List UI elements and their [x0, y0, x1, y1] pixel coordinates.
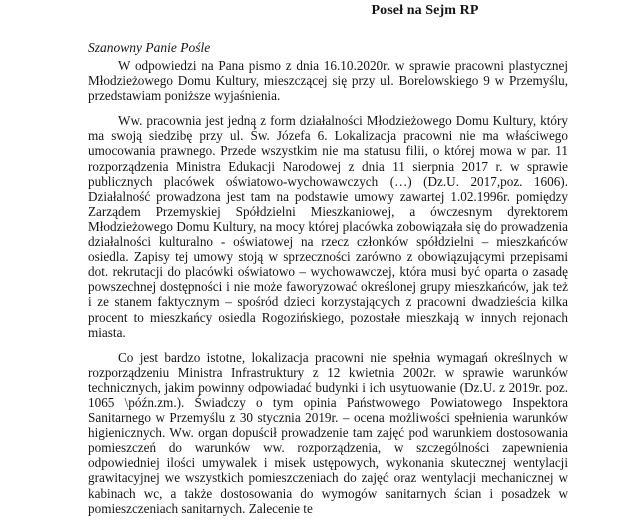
paragraph-2: Ww. pracownia jest jedną z form działalności Młodzieżowego Domu Kultury, który ma swoją siedzibę przy ul. Św. Józefa 6. Lokalizacja pracowni nie ma właściwego umocowania prawnego. Przede wszystkim nie ma statusu filii, o której mowa w par. 11 rozporządzenia Ministra Edukacji Narodowej z dnia 11 sierpnia 2017 r. w sprawie publicznych placówek oświatowo-wychowawczych (…) (Dz.U. 2017,poz. 1606). Działalność prowadzona jest tam na podstawie umowy zawartej 1.02.1996r. pomiędzy Zarządem Przemyskiej Spółdzielni Mieszkaniowej, a ówczesnym dyrektorem Młodzieżowego Domu Kultury, na mocy której placówka zobowiązała się do prowadzenia działalności kulturalno - oświatowej na rzecz członków spółdzielni – mieszkańców osiedla. Zapisy tej umowy stoją w sprzeczności zarówno z obowiązującymi przepisami dot. rekrutacji do placówki oświatowo – wychowawczej, która musi być oparta o zasadę powszechnej dostępności i nie może faworyzować określonej grupy mieszkańców, jak też i ze stanem faktycznym – spośród dzieci korzystających z pracowni dwadzieścia kilka procent to mieszkańcy osiedla Rogozińskiego, pozostałe mieszkają w innych rejonach miasta. [88, 113, 568, 340]
paragraph-1: W odpowiedzi na Pana pismo z dnia 16.10.2020r. w sprawie pracowni plastycznej Młodzieżowego Domu Kultury, mieszczącej się przy ul. Borelowskiego 9 w Przemyślu, przedstawiam poniższe wyjaśnienia. [88, 58, 568, 104]
paragraph-3: Co jest bardzo istotne, lokalizacja pracowni nie spełnia wymagań określnych w rozporządzeniu Ministra Infrastruktury z 12 kwietnia 2002r. w sprawie warunków technicznych, jakim powinny odpowiadać budynki i ich usytuowanie (Dz.U. z 2019r. poz. 1065 \późn.zm.). Świadczy o tym opinia Państwowego Powiatowego Inspektora Sanitarnego w Przemyślu z 30 stycznia 2019r. – ocena możliwości spełnienia warunków higienicznych. Ww. organ dopuścił prowadzenie tam zajęć pod warunkiem dostosowania pomieszczeń do warunków ww. rozporządzenia, w szczególności zapewnienia odpowiedniej ilości umywalek i misek ustępowych, wykonania skutecznej wentylacji grawitacyjnej we wszystkich pomieszczeniach do zajęć oraz wentylacji mechanicznej w kabinach wc, a także dostosowania do wymogów sanitarnych ścian i posadzek w pomieszczeniach sanitarnych. Zalecenie te [88, 349, 568, 516]
salutation: Szanowny Panie Pośle [88, 40, 211, 55]
recipient-title: Poseł na Sejm RP [371, 3, 479, 18]
letter-body [88, 58, 568, 526]
